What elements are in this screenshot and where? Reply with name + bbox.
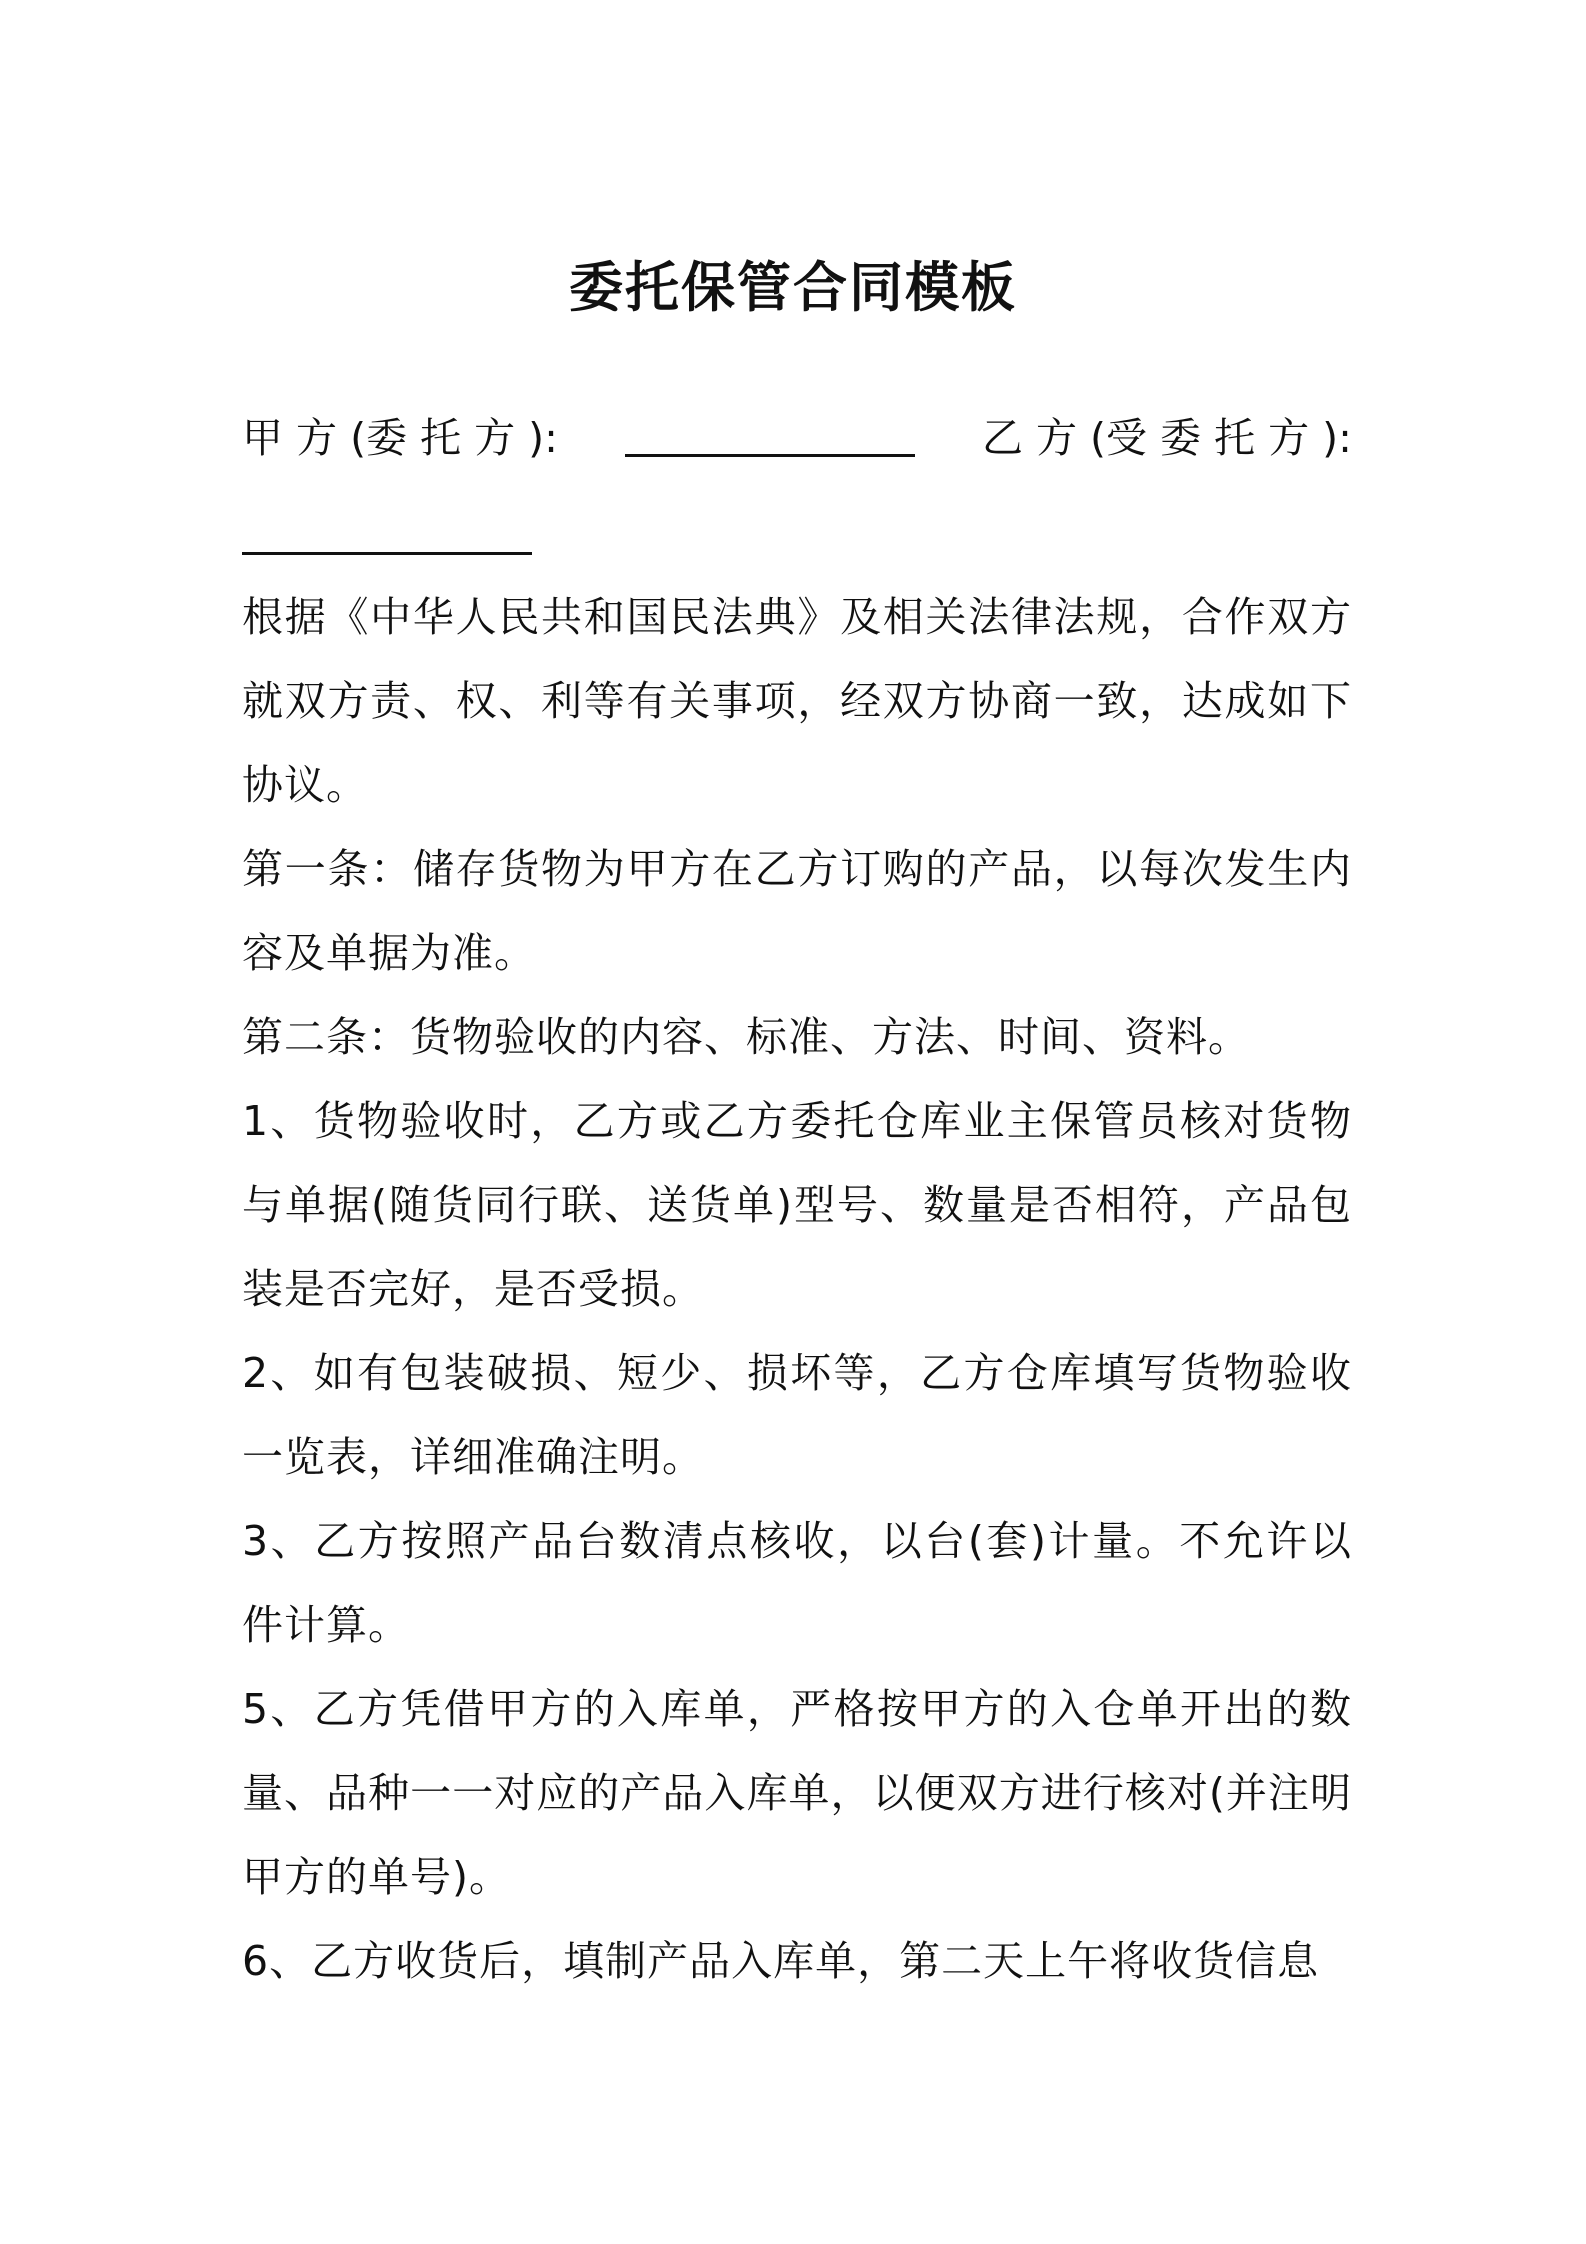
paragraph-article-1: 第一条：储存货物为甲方在乙方订购的产品，以每次发生内容及单据为准。	[242, 845, 1352, 977]
paragraph-item-3: 3、乙方按照产品台数清点核收，以台(套)计量。不允许以件计算。	[242, 1517, 1352, 1649]
party-a-label: 甲 方 (委 托 方 ):	[242, 414, 558, 462]
paragraph-preamble: 根据《中华人民共和国民法典》及相关法律法规，合作双方就双方责、权、利等有关事项，经双方协商一致，达成如下协议。	[242, 593, 1352, 809]
paragraph-item-2: 2、如有包装破损、短少、损坏等，乙方仓库填写货物验收一览表，详细准确注明。	[242, 1349, 1352, 1481]
paragraph-article-2: 第二条：货物验收的内容、标准、方法、时间、资料。	[242, 1013, 1250, 1061]
paragraph-item-1: 1、货物验收时，乙方或乙方委托仓库业主保管员核对货物与单据(随货同行联、送货单)型号、数量是否相符，产品包装是否完好，是否受损。	[242, 1097, 1352, 1313]
document-title: 委托保管合同模板	[569, 256, 1017, 319]
parties-line	[242, 410, 1352, 466]
party-b-label: 乙 方 (受 委 托 方 ):	[981, 414, 1352, 462]
party-b-blank	[242, 508, 532, 555]
paragraph-item-6: 6、乙方收货后，填制产品入库单，第二天上午将收货信息	[242, 1937, 1320, 1985]
party-a-blank	[625, 410, 915, 457]
document-body	[242, 575, 1352, 2003]
paragraph-item-5: 5、乙方凭借甲方的入库单，严格按甲方的入仓单开出的数量、品种一一对应的产品入库单，以便双方进行核对(并注明甲方的单号)。	[242, 1685, 1352, 1901]
